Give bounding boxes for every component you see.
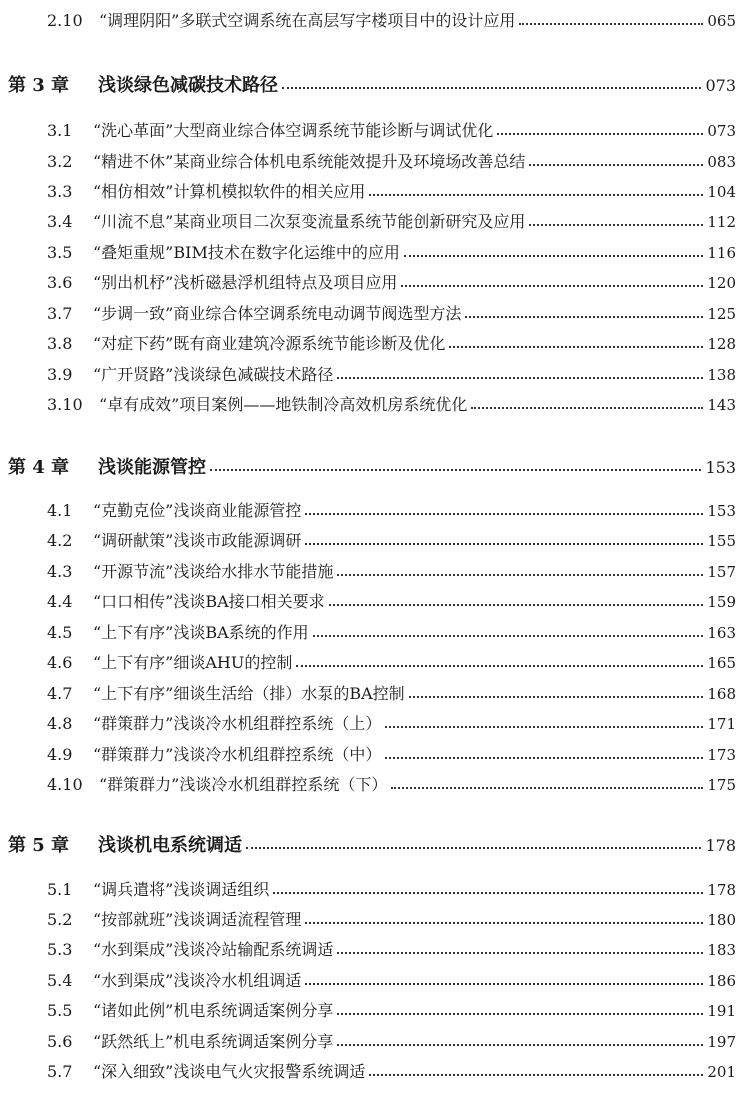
entry-number: 3.4 <box>47 212 73 231</box>
toc-entry-3-9[interactable] <box>47 362 736 385</box>
entry-title: “调理阴阳”多联式空调系统在高层写字楼项目中的设计应用 <box>99 11 516 30</box>
entry-number: 3.9 <box>47 365 73 384</box>
dot-leader <box>273 892 703 894</box>
entry-title: “按部就班”浅谈调适流程管理 <box>93 910 302 929</box>
entry-page: 083 <box>707 153 736 171</box>
toc-entry-5-7[interactable] <box>47 1059 736 1082</box>
entry-number: 3.10 <box>47 395 83 414</box>
dot-leader <box>337 377 703 379</box>
toc-entry-4-5[interactable] <box>47 620 736 643</box>
entry-title: “调研献策”浅谈市政能源调研 <box>93 531 302 550</box>
entry-number: 4.1 <box>47 501 73 520</box>
entry-title: “卓有成效”项目案例——地铁制冷高效机房系统优化 <box>99 395 468 414</box>
entry-page: 168 <box>707 685 736 703</box>
entry-title: “口口相传”浅谈BA接口相关要求 <box>93 592 325 611</box>
toc-entry-3-10[interactable] <box>47 392 736 415</box>
dot-leader <box>305 922 703 924</box>
dot-leader <box>449 346 703 348</box>
entry-number: 4.5 <box>47 623 73 642</box>
chapter-title: 浅谈机电系统调适 <box>98 835 242 856</box>
entry-title: “洗心革面”大型商业综合体空调系统节能诊断与调试优化 <box>93 121 494 140</box>
entry-page: 178 <box>707 881 736 899</box>
toc-entry-5-1[interactable] <box>47 877 736 900</box>
entry-page: 191 <box>707 1002 736 1020</box>
toc-entry-5-4[interactable] <box>47 968 736 991</box>
toc-entry-4-3[interactable] <box>47 559 736 582</box>
entry-title: “精进不休”某商业综合体机电系统能效提升及环境场改善总结 <box>93 152 526 171</box>
entry-number: 3.2 <box>47 152 73 171</box>
toc-entry-5-6[interactable] <box>47 1029 736 1052</box>
entry-number: 4.6 <box>47 653 73 672</box>
entry-page: 157 <box>707 563 736 581</box>
entry-number: 5.1 <box>47 880 73 899</box>
toc-chapter-3[interactable] <box>8 71 736 97</box>
entry-title: “上下有序”细谈AHU的控制 <box>93 653 293 672</box>
entry-title: “诸如此例”机电系统调适案例分享 <box>93 1001 334 1020</box>
chapter-page: 073 <box>705 76 736 95</box>
toc-entry-4-1[interactable] <box>47 498 736 521</box>
dot-leader <box>246 847 701 849</box>
entry-title: “水到渠成”浅谈冷水机组调适 <box>93 971 302 990</box>
entry-title: “叠矩重规”BIM技术在数字化运维中的应用 <box>93 243 400 262</box>
dot-leader <box>401 285 703 287</box>
entry-title: “群策群力”浅谈冷水机组群控系统（中） <box>93 745 382 764</box>
dot-leader <box>497 133 703 135</box>
entry-title: “群策群力”浅谈冷水机组群控系统（下） <box>99 775 388 794</box>
toc-chapter-5[interactable] <box>8 831 736 857</box>
chapter-page: 153 <box>705 458 736 477</box>
dot-leader <box>369 194 703 196</box>
entry-number: 3.6 <box>47 273 73 292</box>
entry-title: “对症下药”既有商业建筑冷源系统节能诊断及优化 <box>93 334 446 353</box>
entry-number: 2.10 <box>47 11 83 30</box>
entry-page: 128 <box>707 335 736 353</box>
dot-leader <box>337 1044 703 1046</box>
entry-page: 171 <box>707 715 736 733</box>
toc-entry-3-2[interactable] <box>47 149 736 172</box>
toc-entry-2-10[interactable] <box>47 8 736 31</box>
entry-number: 3.5 <box>47 243 73 262</box>
toc-entry-4-8[interactable] <box>47 711 736 734</box>
entry-page: 155 <box>707 532 736 550</box>
toc-entry-5-5[interactable] <box>47 998 736 1021</box>
entry-page: 104 <box>707 183 736 201</box>
toc-entry-4-7[interactable] <box>47 681 736 704</box>
dot-leader <box>210 469 701 471</box>
chapter-title: 浅谈绿色减碳技术路径 <box>98 75 278 96</box>
dot-leader <box>471 407 703 409</box>
dot-leader <box>529 164 703 166</box>
entry-number: 5.3 <box>47 940 73 959</box>
entry-number: 3.1 <box>47 121 73 140</box>
dot-leader <box>465 316 703 318</box>
entry-page: 201 <box>707 1063 736 1081</box>
dot-leader <box>519 23 703 25</box>
entry-title: “广开贤路”浅谈绿色减碳技术路径 <box>93 365 334 384</box>
entry-page: 163 <box>707 624 736 642</box>
entry-number: 5.5 <box>47 1001 73 1020</box>
toc-entry-4-10[interactable] <box>47 772 736 795</box>
toc-entry-3-1[interactable] <box>47 118 736 141</box>
entry-number: 5.2 <box>47 910 73 929</box>
entry-page: 073 <box>707 122 736 140</box>
toc-entry-5-3[interactable] <box>47 937 736 960</box>
dot-leader <box>369 1074 703 1076</box>
entry-number: 4.4 <box>47 592 73 611</box>
dot-leader <box>337 574 703 576</box>
entry-number: 3.3 <box>47 182 73 201</box>
entry-number: 4.8 <box>47 714 73 733</box>
entry-page: 159 <box>707 593 736 611</box>
entry-number: 4.10 <box>47 775 83 794</box>
dot-leader <box>385 757 703 759</box>
entry-title: “克勤克俭”浅谈商业能源管控 <box>93 501 302 520</box>
dot-leader <box>337 952 703 954</box>
entry-number: 4.2 <box>47 531 73 550</box>
entry-page: 065 <box>707 12 736 30</box>
entry-page: 180 <box>707 911 736 929</box>
toc-entry-4-2[interactable] <box>47 528 736 551</box>
entry-page: 116 <box>707 244 736 262</box>
dot-leader <box>391 787 703 789</box>
entry-page: 186 <box>707 972 736 990</box>
dot-leader <box>305 983 703 985</box>
entry-number: 4.7 <box>47 684 73 703</box>
chapter-number: 第 3 章 <box>8 75 70 96</box>
dot-leader <box>404 255 704 257</box>
toc-entry-3-7[interactable] <box>47 301 736 324</box>
entry-page: 173 <box>707 746 736 764</box>
entry-page: 120 <box>707 274 736 292</box>
entry-number: 5.6 <box>47 1032 73 1051</box>
entry-number: 5.7 <box>47 1062 73 1081</box>
entry-page: 197 <box>707 1033 736 1051</box>
dot-leader <box>313 635 704 637</box>
entry-title: “别出机杼”浅析磁悬浮机组特点及项目应用 <box>93 273 398 292</box>
toc-entry-3-6[interactable] <box>47 270 736 293</box>
dot-leader <box>385 726 703 728</box>
entry-title: “上下有序”细谈生活给（排）水泵的BA控制 <box>93 684 405 703</box>
entry-title: “相仿相效”计算机模拟软件的相关应用 <box>93 182 366 201</box>
entry-page: 153 <box>707 502 736 520</box>
entry-number: 3.7 <box>47 304 73 323</box>
entry-title: “川流不息”某商业项目二次泵变流量系统节能创新研究及应用 <box>93 212 526 231</box>
entry-title: “群策群力”浅谈冷水机组群控系统（上） <box>93 714 382 733</box>
toc-chapter-4[interactable] <box>8 453 736 479</box>
entry-number: 4.9 <box>47 745 73 764</box>
dot-leader <box>305 513 703 515</box>
toc-entry-4-9[interactable] <box>47 742 736 765</box>
entry-title: “开源节流”浅谈给水排水节能措施 <box>93 562 334 581</box>
entry-page: 143 <box>707 396 736 414</box>
toc-entry-3-3[interactable] <box>47 179 736 202</box>
chapter-number: 第 5 章 <box>8 835 70 856</box>
entry-number: 5.4 <box>47 971 73 990</box>
dot-leader <box>296 665 703 667</box>
entry-page: 138 <box>707 366 736 384</box>
entry-page: 183 <box>707 941 736 959</box>
entry-title: “深入细致”浅谈电气火灾报警系统调适 <box>93 1062 366 1081</box>
dot-leader <box>409 696 704 698</box>
chapter-number: 第 4 章 <box>8 457 70 478</box>
chapter-title: 浅谈能源管控 <box>98 457 206 478</box>
entry-number: 3.8 <box>47 334 73 353</box>
toc-entry-3-4[interactable] <box>47 209 736 232</box>
dot-leader <box>329 604 704 606</box>
entry-page: 175 <box>707 776 736 794</box>
toc-entry-4-6[interactable] <box>47 650 736 673</box>
entry-title: “上下有序”浅谈BA系统的作用 <box>93 623 309 642</box>
dot-leader <box>282 87 701 89</box>
entry-title: “步调一致”商业综合体空调系统电动调节阀选型方法 <box>93 304 462 323</box>
entry-title: “水到渠成”浅谈冷站输配系统调适 <box>93 940 334 959</box>
toc-entry-4-4[interactable] <box>47 589 736 612</box>
entry-page: 125 <box>707 305 736 323</box>
entry-page: 165 <box>707 654 736 672</box>
dot-leader <box>337 1013 703 1015</box>
entry-title: “跃然纸上”机电系统调适案例分享 <box>93 1032 334 1051</box>
toc-entry-3-8[interactable] <box>47 331 736 354</box>
dot-leader <box>529 224 703 226</box>
chapter-page: 178 <box>705 836 736 855</box>
dot-leader <box>305 543 703 545</box>
entry-number: 4.3 <box>47 562 73 581</box>
entry-title: “调兵遣将”浅谈调适组织 <box>93 880 270 899</box>
entry-page: 112 <box>707 213 736 231</box>
toc-entry-5-2[interactable] <box>47 907 736 930</box>
toc-entry-3-5[interactable] <box>47 240 736 263</box>
